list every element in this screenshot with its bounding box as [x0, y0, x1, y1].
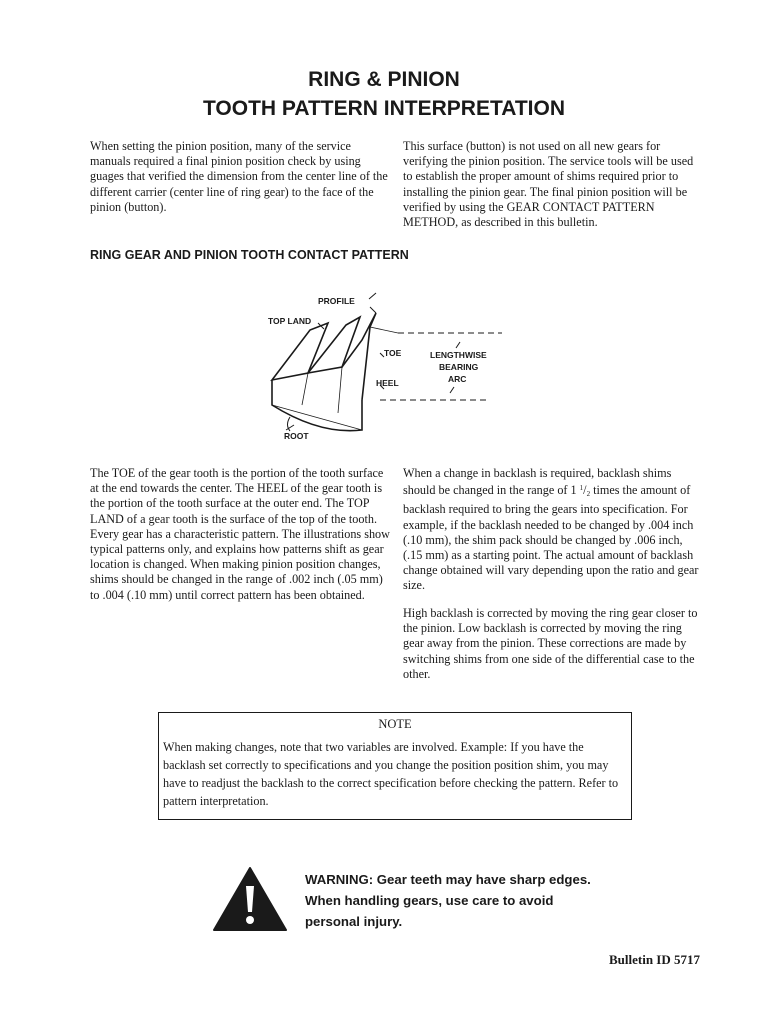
- gear-tooth-drawing: [272, 313, 398, 431]
- label-lengthwise: LENGTHWISE: [430, 350, 487, 360]
- label-profile: PROFILE: [318, 296, 355, 306]
- note-box: [158, 712, 632, 820]
- warning-triangle-icon: [212, 866, 288, 932]
- section-heading: RING GEAR AND PINION TOOTH CONTACT PATTERN: [90, 248, 409, 262]
- body-right-paragraph-2: High backlash is corrected by moving the ring gear closer to the pinion. Low backlash is corrected by moving the ring gear away from the pinion. These corrections are made by switching shims from one side of the differential case to the other.: [403, 606, 698, 681]
- body-left-paragraph: The TOE of the gear tooth is the portion of the tooth surface at the end towards the center. The HEEL of the gear tooth is the portion of the tooth surface at the outer end. The TOP LAND of a gear tooth is the surface of the top of the tooth. Every gear has a characteristic pattern. The illustrations show typical patterns only, and explains how patterns shift as gear location is changed. When making pinion position changes, shims should be changed in the range of .002 inch (.05 mm) to .004 (.10 mm) until correct pattern has been obtained.: [90, 466, 390, 602]
- fraction-denominator: 2: [586, 490, 591, 499]
- note-text: When making changes, note that two variables are involved. Example: If you have the backlash set correctly to specifications and you change the position position shim, you may have to readjust the backlash to the correct specification before checking the pattern. Refer to pattern interpretation.: [163, 740, 619, 808]
- note-title: NOTE: [378, 717, 412, 731]
- intro-left-paragraph: When setting the pinion position, many of the service manuals required a final pinion position check by using guages that verified the dimension from the center line of the different carrier (center line of ring gear) to the face of the pinion (button).: [90, 139, 388, 214]
- label-bearing: BEARING: [439, 362, 479, 372]
- page-title-line-1: RING & PINION: [308, 68, 460, 91]
- bulletin-id: Bulletin ID 5717: [608, 952, 700, 967]
- label-top-land: TOP LAND: [268, 316, 312, 326]
- label-root: ROOT: [284, 431, 309, 441]
- label-heel: HEEL: [376, 378, 399, 388]
- label-arc: ARC: [448, 374, 467, 384]
- intro-right-paragraph: This surface (button) is not used on all new gears for verifying the pinion position. The service tools will be used to establish the proper amount of shims required prior to installing the pinion gear. The final pinion position will be verified by using the GEAR CONTACT PATTERN METHOD, as described in this bulletin.: [403, 139, 694, 230]
- fraction-slash: /: [583, 483, 587, 498]
- gear-tooth-diagram: [250, 285, 510, 445]
- label-toe: TOE: [384, 348, 402, 358]
- fraction-numerator: 1: [579, 484, 584, 493]
- backlash-text-part-1: When a change in backlash is required, backlash shims should be changed in the range of 1: [403, 466, 672, 498]
- body-right-paragraph-1: [403, 466, 703, 594]
- backlash-text-part-2: times the amount of backlash required to bring the gears into specification. For example, if the backlash needed to be changed by .004 inch (.10 mm), the shim pack should be changed by .006 inch, (.15 mm) as a starting point. The actual amount of backlash change obtained will vary depending upon the ratio and gear size.: [403, 483, 699, 593]
- page-title-line-2: TOOTH PATTERN INTERPRETATION: [202, 97, 566, 120]
- warning-text: WARNING: Gear teeth may have sharp edges. When handling gears, use care to avoid personal injury.: [305, 872, 591, 929]
